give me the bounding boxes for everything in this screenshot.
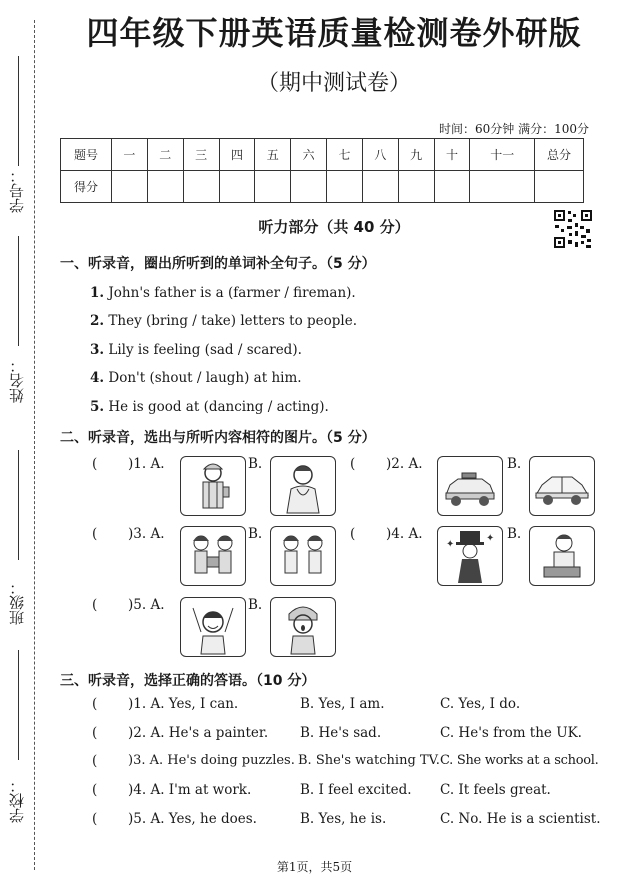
score-cell: 三 (183, 139, 219, 171)
answer-paren[interactable]: ( (92, 753, 98, 769)
qr-code-icon[interactable] (553, 209, 593, 249)
answer-paren[interactable]: ( (92, 456, 98, 472)
student-id-blank[interactable] (18, 56, 19, 166)
score-table-header-row (61, 139, 584, 171)
svg-text:✦: ✦ (446, 539, 455, 550)
section3-option-c: C. No. He is a scientist. (440, 811, 601, 827)
picture-option-car[interactable] (529, 456, 595, 516)
section2-item-number: )3. A. (128, 526, 165, 542)
option-b-label: B. (507, 456, 522, 472)
svg-text:✦: ✦ (486, 533, 495, 544)
option-b-label: B. (248, 526, 263, 542)
section3-option-c: C. Yes, I do. (440, 696, 521, 712)
score-table-score-row (61, 171, 584, 203)
option-b-label: B. (507, 526, 522, 542)
score-input-cell[interactable] (434, 171, 470, 203)
score-cell: 十 (434, 139, 470, 171)
section3-option-b: B. Yes, I am. (300, 696, 385, 712)
option-b-label: B. (248, 456, 263, 472)
score-cell: 十一 (470, 139, 535, 171)
score-cell: 题号 (61, 139, 112, 171)
page-number: 第1页，共5页 (276, 860, 353, 874)
section3-option-c: C. She works at a school. (440, 753, 599, 768)
picture-option-magician[interactable] (437, 526, 503, 586)
section3-option-b: B. She's watching TV. (298, 753, 440, 768)
score-cell: 二 (147, 139, 183, 171)
section3-option-a: )3. A. He's doing puzzles. (128, 753, 295, 768)
option-b-label: B. (248, 597, 263, 613)
picture-option-happy-boy[interactable] (180, 597, 246, 657)
score-input-cell[interactable] (291, 171, 327, 203)
score-input-cell[interactable] (362, 171, 398, 203)
score-input-cell[interactable] (219, 171, 255, 203)
picture-option-police-car[interactable] (437, 456, 503, 516)
picture-option-girls-gift[interactable] (180, 526, 246, 586)
section1-item: 3. Lily is feeling (sad / scared). (90, 342, 302, 358)
score-cell: 七 (327, 139, 363, 171)
section1-item: 4. Don't (shout / laugh) at him. (90, 370, 302, 386)
section3-option-b: B. I feel excited. (300, 782, 412, 798)
section3-option-a: )5. A. Yes, he does. (128, 811, 257, 827)
answer-paren[interactable]: ( (350, 526, 356, 542)
page-title: 四年级下册英语质量检测卷外研版 (86, 14, 582, 52)
score-cell: 总分 (535, 139, 584, 171)
student-id-label: 学号： (8, 168, 26, 213)
picture-option-boy-baking[interactable] (529, 526, 595, 586)
listening-heading: 听力部分（共 40 分） (258, 218, 410, 236)
class-blank[interactable] (18, 450, 19, 560)
answer-paren[interactable]: ( (92, 725, 98, 741)
section2-heading: 二、听录音，选出与所听内容相符的图片。（5 分） (60, 430, 376, 446)
score-input-cell[interactable] (398, 171, 434, 203)
score-cell: 九 (398, 139, 434, 171)
binding-dashed-line (34, 20, 35, 870)
picture-option-friends[interactable] (270, 526, 336, 586)
score-cell: 六 (291, 139, 327, 171)
section3-option-b: B. Yes, he is. (300, 811, 387, 827)
score-input-cell[interactable] (112, 171, 148, 203)
section2-item-number: )5. A. (128, 597, 165, 613)
score-input-cell[interactable] (183, 171, 219, 203)
answer-paren[interactable]: ( (92, 597, 98, 613)
section3-option-a: )2. A. He's a painter. (128, 725, 269, 741)
section1-item: 5. He is good at (dancing / acting). (90, 399, 329, 415)
name-blank[interactable] (18, 236, 19, 346)
section2-item-number: )4. A. (386, 526, 423, 542)
answer-paren[interactable]: ( (350, 456, 356, 472)
score-input-cell[interactable] (327, 171, 363, 203)
section1-item: 1. John's father is a (farmer / fireman). (90, 285, 356, 301)
section3-heading: 三、听录音，选择正确的答语。（10 分） (60, 673, 316, 689)
score-table (60, 138, 584, 203)
school-blank[interactable] (18, 650, 19, 760)
picture-option-scared-girl[interactable] (270, 597, 336, 657)
time-info: 时间：60分钟 满分：100分 (439, 122, 589, 136)
score-cell: 一 (112, 139, 148, 171)
score-input-cell[interactable] (470, 171, 535, 203)
section3-option-c: C. He's from the UK. (440, 725, 582, 741)
answer-paren[interactable]: ( (92, 696, 98, 712)
section1-item: 2. They (bring / take) letters to people. (90, 313, 358, 329)
class-label: 班级： (8, 580, 26, 625)
answer-paren[interactable]: ( (92, 782, 98, 798)
score-input-cell[interactable] (147, 171, 183, 203)
picture-option-doctor[interactable] (270, 456, 336, 516)
answer-paren[interactable]: ( (92, 811, 98, 827)
score-cell: 四 (219, 139, 255, 171)
score-row-label: 得分 (61, 171, 112, 203)
section2-item-number: )1. A. (128, 456, 165, 472)
section1-heading: 一、听录音，圈出所听到的单词补全句子。（5 分） (60, 256, 376, 272)
section2-item-number: )2. A. (386, 456, 423, 472)
section3-option-b: B. He's sad. (300, 725, 382, 741)
section3-option-a: )1. A. Yes, I can. (128, 696, 239, 712)
answer-paren[interactable]: ( (92, 526, 98, 542)
score-input-cell[interactable] (255, 171, 291, 203)
name-label: 姓名： (8, 358, 26, 403)
score-cell: 五 (255, 139, 291, 171)
school-label: 学校： (8, 778, 26, 823)
page-subtitle: （期中测试卷） (256, 71, 411, 96)
picture-option-worker[interactable] (180, 456, 246, 516)
score-cell: 八 (362, 139, 398, 171)
section3-option-c: C. It feels great. (440, 782, 551, 798)
score-input-cell[interactable] (535, 171, 584, 203)
section3-option-a: )4. A. I'm at work. (128, 782, 252, 798)
